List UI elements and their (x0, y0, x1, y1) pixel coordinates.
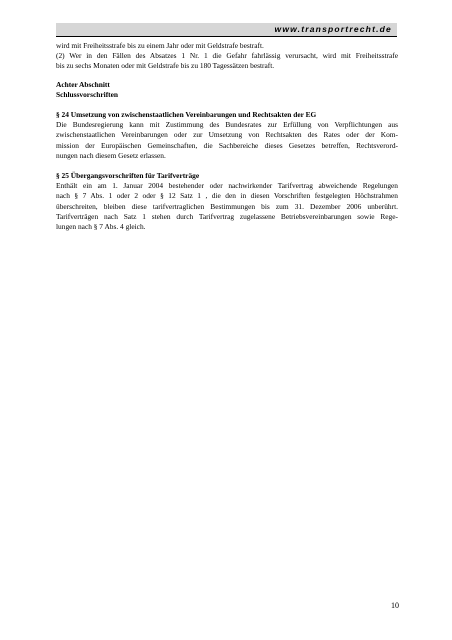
document-body (56, 41, 398, 232)
section-25-line: nach § 7 Abs. 1 oder 2 oder § 12 Satz 1 , die den in diesen Vorschriften festgelegten Höchstrahmen (56, 191, 398, 201)
section-24-title: § 24 Umsetzung von zwischenstaatlichen Vereinbarungen und Rechtsakten der EG (56, 110, 317, 120)
part-heading: Achter Abschnitt (56, 79, 110, 89)
section-25-line: überschreiten, bleiben diese tarifvertraglichen Bestimmungen bis zum 31. Dezember 2006 unberührt. (56, 201, 398, 211)
intro-line: bis zu sechs Monaten oder mit Geldstrafe bis zu 180 Tagessätzen bestraft. (56, 61, 275, 71)
section-24-line: nungen nach diesem Gesetz erlassen. (56, 150, 166, 160)
section-24-line: Die Bundesregierung kann mit Zustimmung des Bundesrates zur Erfüllung von Verpflichtungen aus (56, 120, 398, 130)
page-number: 10 (391, 601, 399, 610)
section-25-line: Enthält ein am 1. Januar 2004 bestehender oder nachwirkender Tarifvertrag abweichende Regelungen (56, 181, 398, 191)
part-subheading: Schlussvorschriften (56, 89, 119, 99)
header-site-url: www.transportrecht.de (274, 24, 392, 34)
section-25-line: lungen nach § 7 Abs. 4 gleich. (56, 222, 146, 232)
section-25-paragraph (56, 181, 398, 232)
section-24-line: zwischenstaatlichen Vereinbarungen oder zur Umsetzung von Rechtsakten des Rates oder der Kom- (56, 130, 398, 140)
intro-line: (2) Wer in den Fällen des Absatzes 1 Nr. 1 die Gefahr fahrlässig verursacht, wird mit Freiheitsstrafe (56, 51, 398, 61)
intro-paragraph (56, 41, 398, 72)
section-24-line: mission der Europäischen Gemeinschaften, die Sachbereiche dieses Gesetzes betreffen, Rechtsverord- (56, 140, 398, 150)
page-header (56, 23, 397, 37)
intro-line: wird mit Freiheitsstrafe bis zu einem Jahr oder mit Geldstrafe bestraft. (56, 41, 264, 50)
section-24-paragraph (56, 120, 398, 161)
section-25-title: § 25 Übergangsvorschriften für Tarifverträge (56, 171, 200, 181)
section-25-line: Tarifverträgen nach Satz 1 stehen durch Tarifvertrag zugelassene Betriebsvereinbarungen sowie Rege- (56, 211, 398, 221)
